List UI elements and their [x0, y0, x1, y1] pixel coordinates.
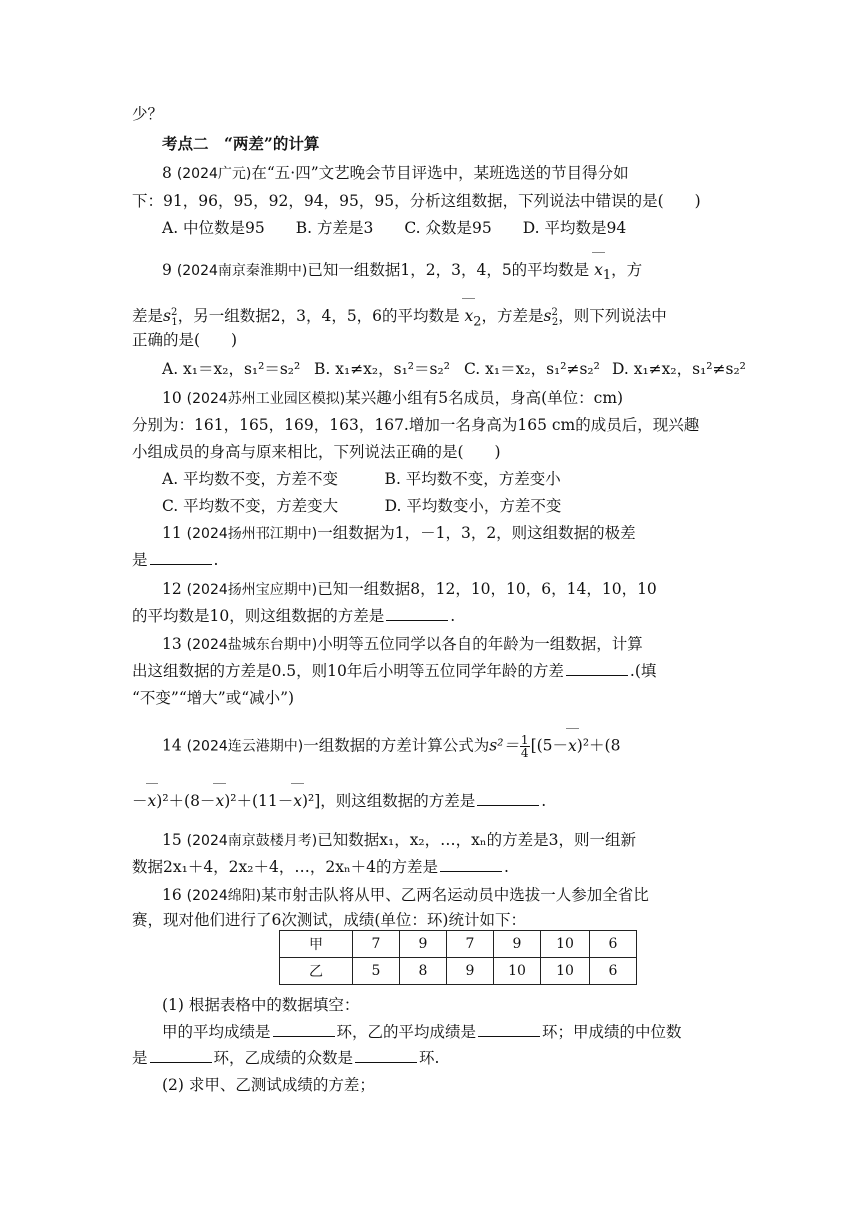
- answer-blank[interactable]: [478, 1022, 540, 1037]
- question-text: 在“五·四”文艺晚会节目评选中，某班选送的节目得分如: [251, 164, 629, 182]
- score-table: [279, 930, 637, 985]
- x-bar-symbol: x: [293, 792, 302, 810]
- question-text: 已知数据x₁，x₂，…，xₙ的方差是3，则一组新: [317, 831, 636, 849]
- question-text: 某兴趣小组有5名成员，身高(单位：cm): [345, 389, 624, 407]
- question-16-part-1: (1) 根据表格中的数据填空：: [162, 996, 360, 1014]
- question-text: 已知一组数据1，2，3，4，5的平均数是: [307, 261, 590, 279]
- table-cell: 8: [400, 958, 447, 985]
- question-text: )²]，则这组数据的方差是: [301, 792, 476, 810]
- question-text: 是: [132, 1049, 148, 1067]
- question-text: 是: [132, 551, 148, 569]
- question-10-options-1: A. 平均数不变，方差不变 B. 平均数不变，方差变小: [162, 470, 561, 488]
- table-cell: 10: [541, 958, 590, 985]
- question-16-part-1-line-1: [162, 1022, 682, 1042]
- question-10-options-2: C. 平均数不变，方差变大 D. 平均数变小，方差不变: [162, 497, 562, 515]
- table-cell: 9: [494, 931, 541, 958]
- variance-symbol: s: [163, 307, 171, 326]
- formula-text: [(5－: [530, 736, 569, 755]
- question-16-part-2: (2) 求甲、乙测试成绩的方差；: [162, 1076, 375, 1094]
- row-header: 甲: [280, 931, 353, 958]
- question-source: (2024扬州邗江期中): [186, 526, 318, 542]
- question-text: 甲的平均成绩是: [162, 1023, 271, 1041]
- question-source: (2024南京鼓楼月考): [186, 833, 318, 849]
- answer-blank[interactable]: [150, 1048, 212, 1063]
- question-8-options: A. 中位数是95 B. 方差是3 C. 众数是95 D. 平均数是94: [162, 219, 627, 237]
- answer-blank[interactable]: [150, 550, 212, 565]
- x-bar-symbol: x: [568, 736, 577, 755]
- question-text: .: [541, 792, 547, 810]
- subscript: 2: [473, 314, 482, 330]
- question-text: 环.: [419, 1049, 440, 1067]
- x-bar-symbol: x: [464, 307, 474, 326]
- question-text: ，方: [611, 261, 643, 279]
- table-cell: 10: [494, 958, 541, 985]
- answer-blank[interactable]: [477, 791, 539, 806]
- question-text: 的平均数是10，则这组数据的方差是: [132, 607, 385, 625]
- question-10-line-2: 分别为：161，165，169，163，167.增加一名身高为165 cm的成员后，现兴趣: [132, 416, 700, 434]
- question-9-line-2: 差是$s^2_1$，另一组数据2，3，4，5，6的平均数是 $x_2$，方差是$s^2_2$，则下列说法中: [132, 307, 667, 330]
- question-13-line-3: “不变”“增大”或“减小”): [132, 689, 295, 707]
- table-cell: 6: [590, 958, 637, 985]
- table-cell: 6: [590, 931, 637, 958]
- question-14-line-1: [162, 734, 620, 759]
- continued-text: 少？: [132, 105, 164, 123]
- option-a: A. x₁＝x₂，s₁²＝s₂²: [162, 360, 301, 378]
- question-number: 8: [162, 164, 172, 182]
- question-text: 差是: [132, 307, 164, 326]
- option-b: B. x₁≠x₂，s₁²＝s₂²: [314, 360, 450, 378]
- question-text: 某市射击队将从甲、乙两名运动员中选拔一人参加全省比: [261, 886, 649, 904]
- question-text: 一组数据为1，－1，3，2，则这组数据的极差: [317, 524, 636, 542]
- question-number: 15: [162, 831, 182, 849]
- question-number: 13: [162, 635, 182, 653]
- question-text: ，方差是: [481, 307, 544, 326]
- question-source: (2024扬州宝应期中): [186, 582, 318, 598]
- question-source: (2024绵阳): [186, 888, 262, 904]
- question-number: 10: [162, 389, 182, 407]
- table-cell: 7: [447, 931, 494, 958]
- question-source: (2024南京秦淮期中): [176, 263, 308, 279]
- question-text: 环，乙成绩的众数是: [213, 1049, 354, 1067]
- question-text: 环；甲成绩的中位数: [542, 1023, 682, 1041]
- question-13-line-2: [132, 661, 656, 681]
- formula-text: －: [132, 792, 148, 810]
- row-header: 乙: [280, 958, 353, 985]
- question-16-line-2: 赛，现对他们进行了6次测试，成绩(单位：环)统计如下：: [132, 911, 526, 929]
- option-d: D. x₁≠x₂，s₁²≠s₂²: [612, 360, 746, 378]
- fraction-numerator: 1: [520, 733, 529, 747]
- question-number: 12: [162, 580, 182, 598]
- question-text: 数据2x₁＋4，2x₂＋4，…，2xₙ＋4的方差是: [132, 858, 439, 876]
- x-bar-symbol: x: [594, 261, 603, 279]
- table-cell: 9: [400, 931, 447, 958]
- formula-text: )²＋(8－: [156, 792, 216, 810]
- question-text: 环，乙的平均成绩是: [336, 1023, 477, 1041]
- question-14-line-2: [132, 791, 546, 811]
- answer-blank[interactable]: [566, 661, 628, 676]
- question-12-line-2: [132, 606, 455, 626]
- x-bar-symbol: x: [147, 792, 157, 810]
- question-10-line-1: [162, 388, 623, 409]
- question-text: 出这组数据的方差是0.5，则10年后小明等五位同学年龄的方差: [132, 662, 564, 680]
- section-title: 考点二 “两差”的计算: [162, 134, 320, 153]
- question-source: (2024盐城东台期中): [186, 637, 318, 653]
- question-11-line-1: [162, 523, 636, 544]
- question-15-line-1: [162, 830, 636, 851]
- question-16-part-1-line-2: [132, 1048, 439, 1068]
- question-number: 14: [162, 736, 182, 755]
- question-text: 一组数据的方差计算公式为: [303, 736, 490, 755]
- question-text: ，则下列说法中: [558, 307, 667, 326]
- table-row: [280, 931, 637, 958]
- subscript: 1: [602, 268, 612, 284]
- table-cell: 5: [353, 958, 400, 985]
- x-bar-symbol: x: [215, 792, 225, 810]
- question-9-line-1: [162, 260, 642, 286]
- formula-text: )²＋(11－: [224, 792, 294, 810]
- question-number: 9: [162, 261, 172, 279]
- question-8-line-2: 下：91，96，95，92，94，95，95，分析这组数据，下列说法中错误的是( ): [132, 192, 701, 210]
- variance-symbol: s: [543, 307, 552, 326]
- question-text: ，另一组数据2，3，4，5，6的平均数是: [177, 307, 460, 326]
- question-source: (2024苏州工业园区模拟): [186, 391, 346, 407]
- question-source: (2024广元): [176, 166, 252, 182]
- question-11-line-2: [132, 550, 218, 570]
- question-9-line-3: 正确的是( ): [132, 331, 238, 349]
- question-text: 已知一组数据8，12，10，10，6，14，10，10: [317, 580, 657, 598]
- answer-blank[interactable]: [355, 1048, 417, 1063]
- table-cell: 7: [353, 931, 400, 958]
- question-source: (2024连云港期中): [186, 738, 304, 755]
- question-text: 小明等五位同学以各自的年龄为一组数据，计算: [317, 635, 643, 653]
- question-text: .: [504, 858, 509, 876]
- question-16-line-1: [162, 885, 649, 906]
- question-10-line-3: 小组成员的身高与原来相比，下列说法正确的是( ): [132, 443, 501, 461]
- table-row: [280, 958, 637, 985]
- table-cell: 10: [541, 931, 590, 958]
- question-12-line-1: [162, 579, 657, 600]
- answer-blank[interactable]: [386, 606, 448, 621]
- question-13-line-1: [162, 634, 643, 655]
- answer-blank[interactable]: [273, 1022, 335, 1037]
- option-c: C. x₁＝x₂，s₁²≠s₂²: [464, 360, 600, 378]
- question-text: .: [450, 607, 456, 625]
- formula-variance: s²＝: [489, 736, 519, 755]
- question-8-line-1: [162, 163, 629, 184]
- question-number: 11: [162, 524, 182, 542]
- table-cell: 9: [447, 958, 494, 985]
- question-number: 16: [162, 886, 182, 904]
- fraction: [520, 734, 530, 759]
- fraction-denominator: 4: [520, 746, 529, 760]
- question-text: .(填: [629, 662, 657, 680]
- question-text: .: [213, 551, 219, 569]
- answer-blank[interactable]: [440, 857, 502, 872]
- formula-text: )²＋(8: [576, 736, 621, 755]
- question-15-line-2: [132, 857, 509, 877]
